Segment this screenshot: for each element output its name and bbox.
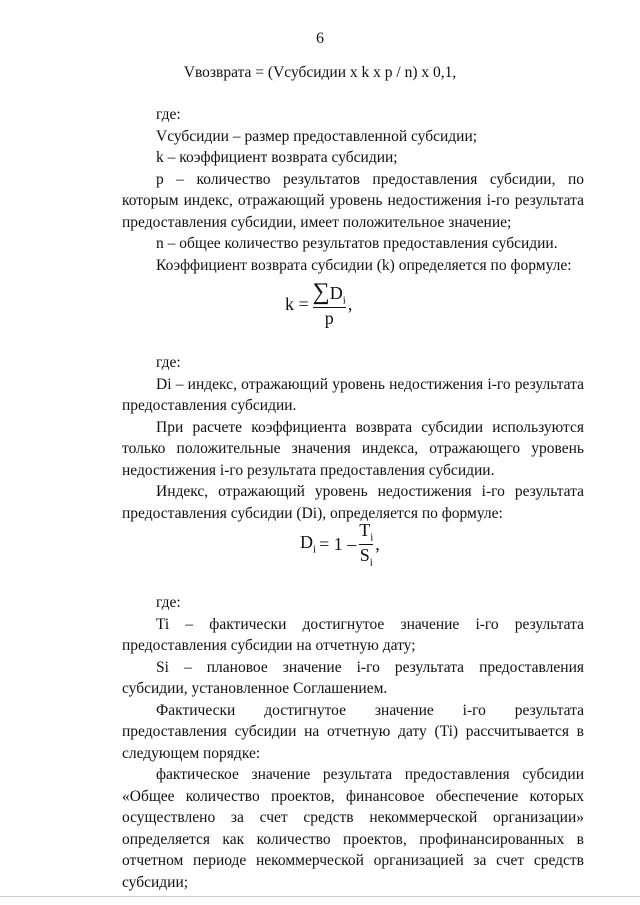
page-number: 6: [316, 30, 324, 47]
formula-tail: ,: [375, 533, 380, 554]
paragraph: Коэффициент возврата субсидии (k) определяется по формуле:: [156, 256, 572, 274]
paragraph: n – общее количество результатов предоставления субсидии.: [156, 235, 558, 252]
definitions-block-1: [122, 104, 584, 276]
paragraph: Si – плановое значение i-го результата предоставления субсидии, установленное Соглашением.: [122, 658, 584, 697]
fraction: [359, 520, 373, 568]
fraction-denominator: p: [324, 307, 334, 328]
paragraph: Фактически достигнутое значение i-го результата предоставления субсидии на отчетную дату (Ti) рассчитывается в следующем порядке:: [122, 701, 584, 762]
paragraph: где:: [156, 354, 181, 371]
paragraph: где:: [156, 594, 181, 611]
paragraph: p – количество результатов предоставления субсидии, по которым индекс, отражающий уровень недостижения i-го результата предоставления субсидии, имеет положительное значение;: [122, 170, 584, 231]
definitions-block-2: [122, 352, 584, 524]
formula-tail: ,: [347, 293, 353, 314]
paragraph: k – коэффициент возврата субсидии;: [156, 149, 398, 166]
paragraph: фактическое значение результата предоставления субсидии «Общее количество проектов, финансовое обеспечение которых осуществлено за счет средств некоммерческой организации» определяется как количество проектов, профинансированных в отчетном периоде некоммерческой организацией за счет средств субсидии;: [122, 766, 584, 891]
return-volume-formula: Vвозврата = (Vсубсидии x k x p / n) x 0,1,: [183, 64, 457, 81]
coefficient-k-formula: [285, 274, 395, 334]
paragraph: Vсубсидии – размер предоставленной субсидии;: [156, 127, 478, 145]
fraction-numerator: [313, 279, 346, 307]
paragraph: Di – индекс, отражающий уровень недостижения i-го результата предоставления субсидии.: [122, 375, 584, 414]
formula-eq: = 1 –: [319, 533, 357, 554]
paragraph: Ti – фактически достигнутое значение i-го результата предоставления субсидии на отчетную дату;: [122, 615, 584, 654]
numerator-var: D: [329, 283, 343, 304]
formula-lhs: $D_i$: [300, 532, 317, 556]
paragraph: При расчете коэффициента возврата субсидии используются только положительные значения индекса, отражающего уровень недостижения i-го результата предоставления субсидии.: [122, 418, 584, 479]
definitions-block-3: [122, 592, 584, 893]
paragraph: Индекс, отражающий уровень недостижения i-го результата предоставления субсидии (Di), определяется по формуле:: [122, 483, 584, 522]
scan-edge-line: [0, 896, 640, 897]
fraction: [313, 279, 346, 329]
formula-lhs: k =: [285, 293, 309, 314]
paragraph: где:: [156, 106, 181, 123]
sum-symbol: ∑: [312, 279, 330, 306]
index-d-formula: [300, 514, 400, 574]
numerator-subscript: i: [342, 294, 346, 307]
fraction-numerator: $T_i$: [359, 519, 374, 544]
fraction-denominator: $S_i$: [359, 544, 373, 569]
